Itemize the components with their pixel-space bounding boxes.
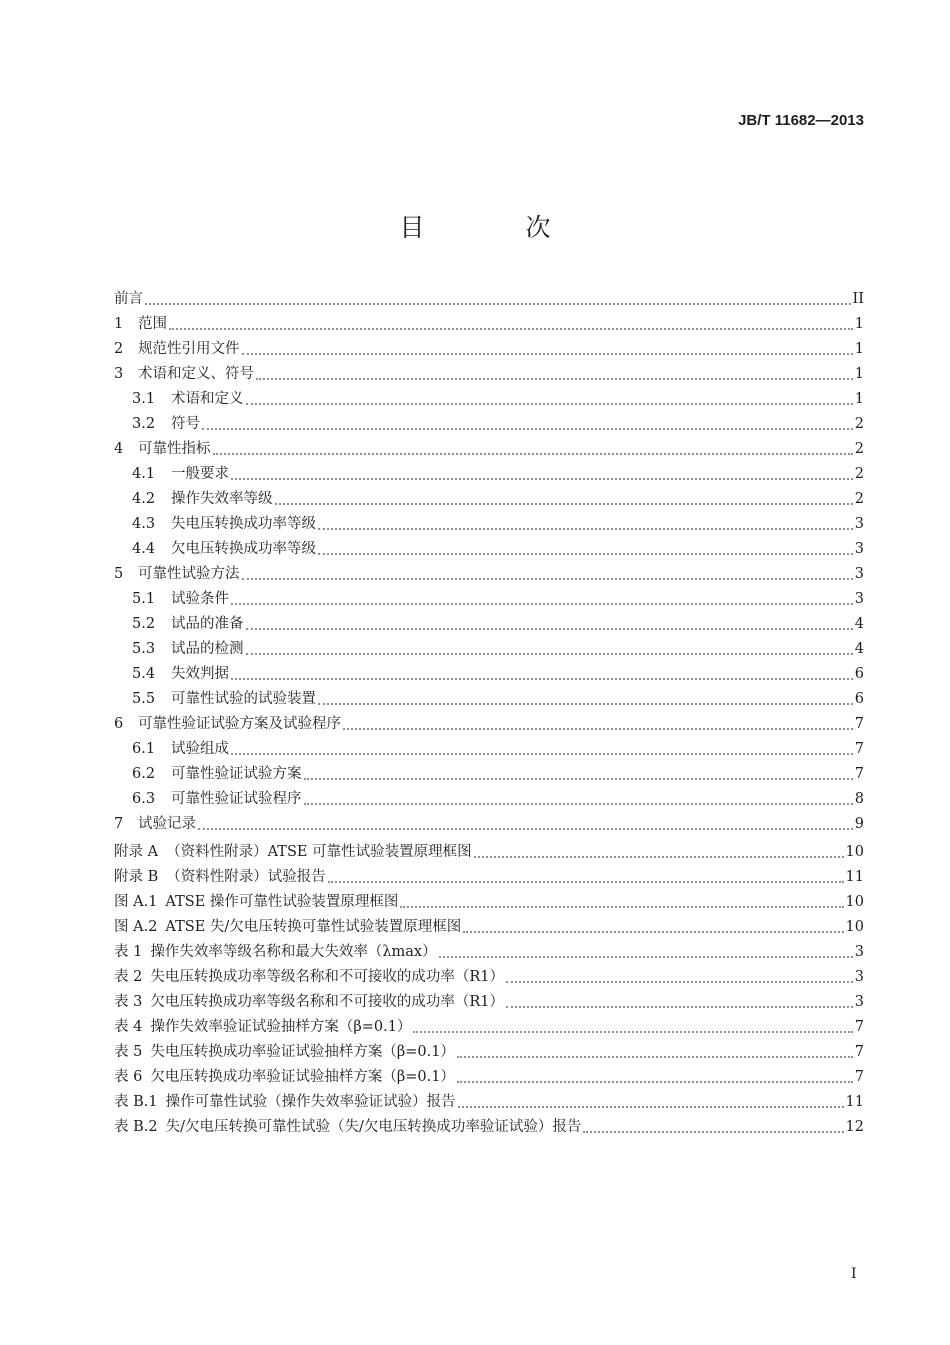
toc-entry-label: 试验条件: [171, 591, 229, 607]
dot-leader: [242, 566, 853, 580]
toc-entry-label: 符号: [171, 416, 200, 432]
toc-entry-label: 试验组成: [171, 741, 229, 757]
toc-entry-label: 试验记录: [138, 816, 196, 832]
toc-entry-page: 7: [854, 716, 864, 732]
toc-entry-number: 4.4: [132, 541, 156, 557]
toc-entry[interactable]: [114, 787, 864, 809]
toc-entry[interactable]: [114, 612, 864, 634]
toc-entry-label: 一般要求: [171, 466, 229, 482]
dot-leader: [231, 591, 853, 605]
toc-entry-number: 4.3: [132, 516, 156, 532]
toc-entry-page: 8: [854, 791, 864, 807]
dot-leader: [145, 291, 851, 305]
toc-entry[interactable]: [114, 915, 864, 937]
toc-entry-number: 3.2: [132, 416, 156, 432]
dot-leader: [457, 1069, 853, 1083]
dot-leader: [318, 516, 853, 530]
toc-entry-label: 操作失效率等级: [171, 491, 273, 507]
toc-entry-label: 规范性引用文件: [138, 341, 240, 357]
toc-entry-number: 6.2: [132, 766, 156, 782]
toc-entry[interactable]: [114, 965, 864, 987]
toc-entry-number: 6.3: [132, 791, 156, 807]
toc-entry-number: 6.1: [132, 741, 156, 757]
toc-entry-number: 2: [114, 341, 124, 357]
dot-leader: [231, 741, 853, 755]
toc-entry-label: 失效判据: [171, 666, 229, 682]
toc-entry[interactable]: [114, 287, 864, 309]
toc-entry[interactable]: [114, 587, 864, 609]
toc-entry-page: 6: [854, 666, 864, 682]
toc-entry-number: 表 B.1: [114, 1094, 158, 1110]
toc-entry-label: 失电压转换成功率等级名称和不可接收的成功率（R1）: [150, 969, 504, 985]
toc-entry-label: 可靠性验证试验程序: [171, 791, 302, 807]
dot-leader: [400, 894, 843, 908]
toc-entry[interactable]: [114, 990, 864, 1012]
toc-entry-number: 表 6: [114, 1069, 143, 1085]
toc-entry[interactable]: [114, 687, 864, 709]
dot-leader: [246, 616, 853, 630]
toc-entry-page: 9: [854, 816, 864, 832]
page-number: I: [851, 1266, 857, 1282]
toc-entry-label: 试品的准备: [171, 616, 244, 632]
toc-entry-page: 1: [854, 341, 864, 357]
toc-entry[interactable]: [114, 562, 864, 584]
toc-entry-label: 可靠性试验方法: [138, 566, 240, 582]
toc-entry-label: 操作可靠性试验（操作失效率验证试验）报告: [165, 1094, 456, 1110]
toc-entry[interactable]: [114, 362, 864, 384]
toc-entry-label: 操作失效率等级名称和最大失效率（λmax）: [150, 944, 437, 960]
toc-entry[interactable]: [114, 312, 864, 334]
toc-entry-label: 欠电压转换成功率验证试验抽样方案（β=0.1）: [150, 1069, 455, 1085]
toc-entry-page: 4: [854, 616, 864, 632]
toc-entry-number: 5.5: [132, 691, 156, 707]
toc-entry-number: 附录 B: [114, 869, 159, 885]
toc-entry-label: 术语和定义: [171, 391, 244, 407]
toc-entry-label: 可靠性验证试验方案及试验程序: [138, 716, 341, 732]
dot-leader: [246, 641, 853, 655]
toc-entry-page: 1: [854, 366, 864, 382]
toc-entry-page: 6: [854, 691, 864, 707]
toc-entry-number: 附录 A: [114, 844, 159, 860]
toc-entry[interactable]: [114, 940, 864, 962]
dot-leader: [457, 1044, 853, 1058]
toc-entry-number: 图 A.1: [114, 894, 158, 910]
toc-entry[interactable]: [114, 865, 864, 887]
toc-entry-number: 4.2: [132, 491, 156, 507]
dot-leader: [256, 366, 853, 380]
dot-leader: [246, 391, 853, 405]
toc-entry-page: II: [852, 291, 864, 307]
toc-entry-page: 7: [854, 766, 864, 782]
toc-entry-number: 表 2: [114, 969, 143, 985]
dot-leader: [343, 716, 853, 730]
toc-entry[interactable]: [114, 1065, 864, 1087]
dot-leader: [198, 816, 853, 830]
dot-leader: [231, 466, 853, 480]
toc-entry[interactable]: [114, 1115, 864, 1137]
toc-entry-page: 2: [854, 416, 864, 432]
toc-entry-label: ATSE 操作可靠性试验装置原理框图: [165, 894, 399, 910]
toc-entry-number: 5.2: [132, 616, 156, 632]
toc-entry-number: 5.4: [132, 666, 156, 682]
dot-leader: [242, 341, 853, 355]
dot-leader: [202, 416, 853, 430]
dot-leader: [439, 944, 853, 958]
toc-entry[interactable]: [114, 537, 864, 559]
toc-entry-label: 操作失效率验证试验抽样方案（β=0.1）: [150, 1019, 412, 1035]
toc-entry-page: 1: [854, 316, 864, 332]
toc-entry-label: 失电压转换成功率等级: [171, 516, 316, 532]
toc-entry-number: 表 1: [114, 944, 143, 960]
toc-entry-number: 4: [114, 441, 124, 457]
toc-entry-page: 3: [854, 944, 864, 960]
toc-entry[interactable]: [114, 762, 864, 784]
toc-entry-label: 欠电压转换成功率等级: [171, 541, 316, 557]
dot-leader: [304, 791, 853, 805]
toc-entry-page: 2: [854, 441, 864, 457]
toc-entry-label: 术语和定义、符号: [138, 366, 254, 382]
toc-entry-label: （资料性附录）ATSE 可靠性试验装置原理框图: [166, 844, 472, 860]
dot-leader: [318, 691, 853, 705]
dot-leader: [318, 541, 853, 555]
toc-entry-page: 3: [854, 566, 864, 582]
toc-entry-label: 失电压转换成功率验证试验抽样方案（β=0.1）: [150, 1044, 455, 1060]
dot-leader: [413, 1019, 852, 1033]
toc-entry-label: 试品的检测: [171, 641, 244, 657]
toc-entry-label: （资料性附录）试验报告: [166, 869, 326, 885]
toc-entry-label: 可靠性试验的试验装置: [171, 691, 316, 707]
toc-entry[interactable]: [114, 1040, 864, 1062]
toc-entry-page: 3: [854, 541, 864, 557]
standard-code: JB/T 11682—2013: [738, 112, 864, 129]
toc-entry-page: 7: [854, 1044, 864, 1060]
toc-entry[interactable]: [114, 662, 864, 684]
toc-entry-number: 3.1: [132, 391, 156, 407]
dot-leader: [463, 919, 843, 933]
toc-entry[interactable]: [114, 337, 864, 359]
toc-entry[interactable]: [114, 1015, 864, 1037]
toc-entry-label: 失/欠电压转换可靠性试验（失/欠电压转换成功率验证试验）报告: [165, 1119, 582, 1135]
toc-entry[interactable]: [114, 387, 864, 409]
dot-leader: [506, 969, 853, 983]
toc-entry-page: 12: [845, 1119, 864, 1135]
toc-entry-number: 5: [114, 566, 124, 582]
toc-entry[interactable]: [114, 512, 864, 534]
dot-leader: [304, 766, 853, 780]
toc-entry-page: 3: [854, 969, 864, 985]
toc-entry-page: 11: [845, 869, 864, 885]
dot-leader: [169, 316, 853, 330]
toc-entry-number: 6: [114, 716, 124, 732]
toc-entry-number: 表 4: [114, 1019, 143, 1035]
toc-entry[interactable]: [114, 487, 864, 509]
dot-leader: [474, 844, 844, 858]
toc-entry-label: 范围: [138, 316, 167, 332]
toc-entry-page: 7: [854, 741, 864, 757]
toc-entry-label: 前言: [114, 291, 143, 307]
toc-entry-page: 11: [845, 1094, 864, 1110]
toc-entry-number: 表 5: [114, 1044, 143, 1060]
dot-leader: [583, 1119, 843, 1133]
page-title: 目 次: [399, 213, 589, 242]
toc-entry[interactable]: [114, 737, 864, 759]
toc-entry[interactable]: [114, 890, 864, 912]
toc-entry-page: 3: [854, 516, 864, 532]
toc-entry[interactable]: [114, 1090, 864, 1112]
toc-entry-number: 7: [114, 816, 124, 832]
toc-entry-page: 10: [845, 844, 864, 860]
dot-leader: [458, 1094, 844, 1108]
toc-entry-page: 7: [854, 1069, 864, 1085]
toc-entry[interactable]: [114, 462, 864, 484]
toc-entry-number: 1: [114, 316, 124, 332]
toc-entry-page: 10: [845, 894, 864, 910]
toc-entry-page: 7: [854, 1019, 864, 1035]
dot-leader: [231, 666, 853, 680]
toc-entry-number: 5.3: [132, 641, 156, 657]
toc-entry-number: 图 A.2: [114, 919, 158, 935]
toc-entry-label: 欠电压转换成功率等级名称和不可接收的成功率（R1）: [150, 994, 504, 1010]
toc-entry[interactable]: [114, 637, 864, 659]
toc-entry-number: 4.1: [132, 466, 156, 482]
toc-entry-page: 3: [854, 591, 864, 607]
dot-leader: [328, 869, 844, 883]
toc-entry[interactable]: [114, 412, 864, 434]
toc-entry[interactable]: [114, 712, 864, 734]
toc-entry-number: 表 B.2: [114, 1119, 158, 1135]
toc-entry-page: 2: [854, 491, 864, 507]
toc-entry-label: 可靠性指标: [138, 441, 211, 457]
toc-entry[interactable]: [114, 437, 864, 459]
toc-entry-page: 3: [854, 994, 864, 1010]
toc-entry-number: 3: [114, 366, 124, 382]
toc-entry-page: 10: [845, 919, 864, 935]
toc-entry-number: 表 3: [114, 994, 143, 1010]
toc-entry-page: 1: [854, 391, 864, 407]
dot-leader: [506, 994, 853, 1008]
dot-leader: [275, 491, 853, 505]
toc-entry-page: 2: [854, 466, 864, 482]
toc-entry-number: 5.1: [132, 591, 156, 607]
toc-entry-label: 可靠性验证试验方案: [171, 766, 302, 782]
toc-entry[interactable]: [114, 812, 864, 834]
toc-entry-page: 4: [854, 641, 864, 657]
toc-entry-label: ATSE 失/欠电压转换可靠性试验装置原理框图: [165, 919, 462, 935]
toc-entry[interactable]: [114, 840, 864, 862]
dot-leader: [213, 441, 853, 455]
